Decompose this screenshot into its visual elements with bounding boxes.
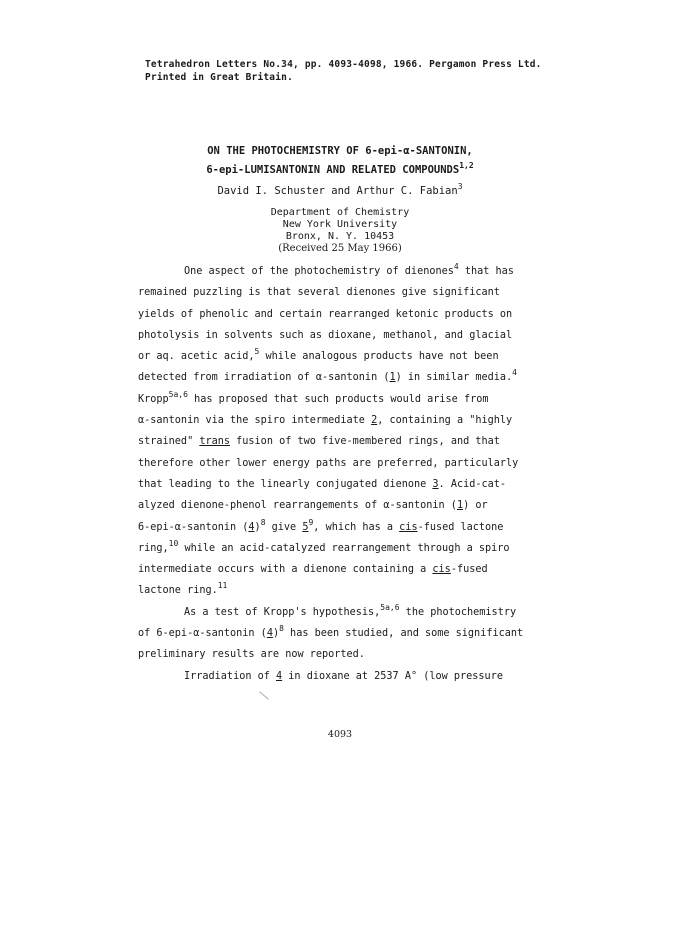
text-run: strained" — [138, 436, 200, 448]
body-line — [138, 559, 558, 580]
author-footnote-ref: 3 — [457, 182, 463, 191]
compound-ref: 4 — [266, 628, 273, 640]
department: Department of Chemistry — [270, 207, 410, 218]
body-line — [138, 602, 558, 623]
article-title — [0, 142, 680, 180]
body-line — [138, 367, 558, 388]
text-run: ) — [254, 521, 261, 533]
text-run: α-santonin via the spiro intermediate — [138, 415, 372, 427]
body-line — [138, 431, 558, 452]
footnote-ref: 11 — [217, 581, 228, 591]
text-run: -fused — [450, 564, 488, 576]
body-line — [138, 580, 558, 601]
text-run: alyzed dienone-phenol rearrangements of α-santonin ( — [138, 500, 457, 512]
text-run: while analogous products have not been — [259, 351, 499, 363]
footnote-ref: 5a,6 — [380, 602, 400, 612]
body-line — [138, 495, 558, 516]
text-run: fusion of two five-membered rings, and that — [230, 436, 500, 448]
address: Bronx, N. Y. 10453 — [285, 231, 395, 242]
footnote-ref: 4 — [453, 262, 459, 271]
compound-ref: 1 — [456, 500, 464, 512]
body-line — [138, 346, 558, 367]
body-line: therefore other lower energy paths are preferred, particularly — [138, 457, 519, 469]
footnote-ref: 5 — [254, 347, 260, 357]
body-line — [138, 389, 558, 410]
text-run: ) in similar media. — [395, 372, 513, 384]
author-names: David I. Schuster and Arthur C. Fabian — [217, 185, 458, 197]
text-run: detected from irradiation of α-santonin ( — [138, 372, 390, 384]
text-run: the photochemistry — [399, 606, 517, 618]
text-run: -fused lactone — [417, 521, 504, 533]
body-line: photolysis in solvents such as dioxane, methanol, and glacial — [138, 329, 513, 341]
text-run: while an acid-catalyzed rearrangement through a spiro — [178, 542, 510, 554]
text-run: that leading to the linearly conjugated dienone — [138, 478, 433, 490]
footnote-ref: 9 — [308, 517, 314, 527]
text-run: , which has a — [313, 521, 400, 533]
body-line — [138, 410, 558, 431]
footnote-ref: 5a,6 — [168, 389, 188, 399]
body-line — [138, 517, 558, 538]
text-run: give — [265, 521, 303, 533]
title-line-1: ON THE PHOTOCHEMISTRY OF 6-epi-α-SANTONIN, — [207, 145, 473, 157]
article-body — [138, 261, 558, 687]
printed-in: Printed in Great Britain. — [145, 72, 293, 83]
text-run: 6-epi-α-santonin ( — [138, 521, 249, 533]
body-line — [138, 623, 558, 644]
text-run: Kropp — [138, 393, 169, 405]
affiliation — [0, 207, 680, 255]
body-line — [138, 538, 558, 559]
compound-ref: 5 — [302, 521, 309, 533]
footnote-ref: 4 — [512, 368, 517, 378]
page-number: 4093 — [327, 729, 353, 740]
journal-header — [145, 58, 542, 84]
text-run: has been studied, and some significant — [283, 628, 524, 640]
text-run: that has — [458, 266, 514, 277]
text-run: One aspect of the photochemistry of dienones — [184, 266, 454, 277]
italic-term: cis — [432, 564, 451, 576]
text-run: intermediate occurs with a dienone containing a — [138, 564, 433, 576]
compound-ref: 4 — [248, 521, 255, 533]
text-run: , containing a "highly — [377, 415, 513, 427]
scan-artifact — [259, 691, 269, 699]
text-run: As a test of Kropp's hypothesis, — [184, 606, 381, 618]
compound-ref: 3 — [432, 478, 439, 490]
body-line — [138, 666, 558, 687]
italic-term: cis — [399, 521, 418, 533]
text-run: in dioxane at 2537 A° (low pressure — [282, 670, 503, 682]
compound-ref: 1 — [389, 372, 396, 384]
title-footnote-ref: 1,2 — [459, 161, 474, 170]
journal-citation: Tetrahedron Letters No.34, pp. 4093-4098, 1966. Pergamon Press Ltd. — [145, 59, 542, 70]
text-run: ) or — [463, 500, 488, 512]
compound-ref: 2 — [371, 415, 378, 427]
footnote-ref: 8 — [279, 624, 284, 634]
text-run: . Acid-cat- — [438, 478, 507, 490]
text-run: lactone ring. — [138, 585, 218, 597]
body-line: preliminary results are now reported. — [138, 649, 365, 661]
text-run: ring, — [138, 542, 169, 554]
title-line-2: 6-epi-LUMISANTONIN AND RELATED COMPOUNDS$^{1,2}$ — [206, 161, 474, 176]
received-date: (Received 25 May 1966) — [278, 243, 402, 254]
body-line — [138, 261, 558, 282]
text-run: Irradiation of — [184, 670, 277, 682]
footnote-ref: 8 — [260, 517, 266, 527]
text-run: ) — [272, 628, 280, 640]
text-run: or aq. acetic acid, — [138, 351, 255, 363]
authors — [0, 182, 680, 201]
body-line — [138, 474, 558, 495]
text-run: of 6-epi-α-santonin ( — [138, 628, 267, 640]
body-line: yields of phenolic and certain rearranged ketonic products on — [138, 308, 513, 320]
text-run: has proposed that such products would arise from — [187, 393, 489, 405]
italic-term: trans — [199, 436, 231, 448]
university: New York University — [282, 219, 398, 230]
footnote-ref: 10 — [168, 538, 179, 548]
body-line: remained puzzling is that several dienones give significant — [138, 287, 500, 299]
compound-ref: 4 — [276, 670, 283, 682]
